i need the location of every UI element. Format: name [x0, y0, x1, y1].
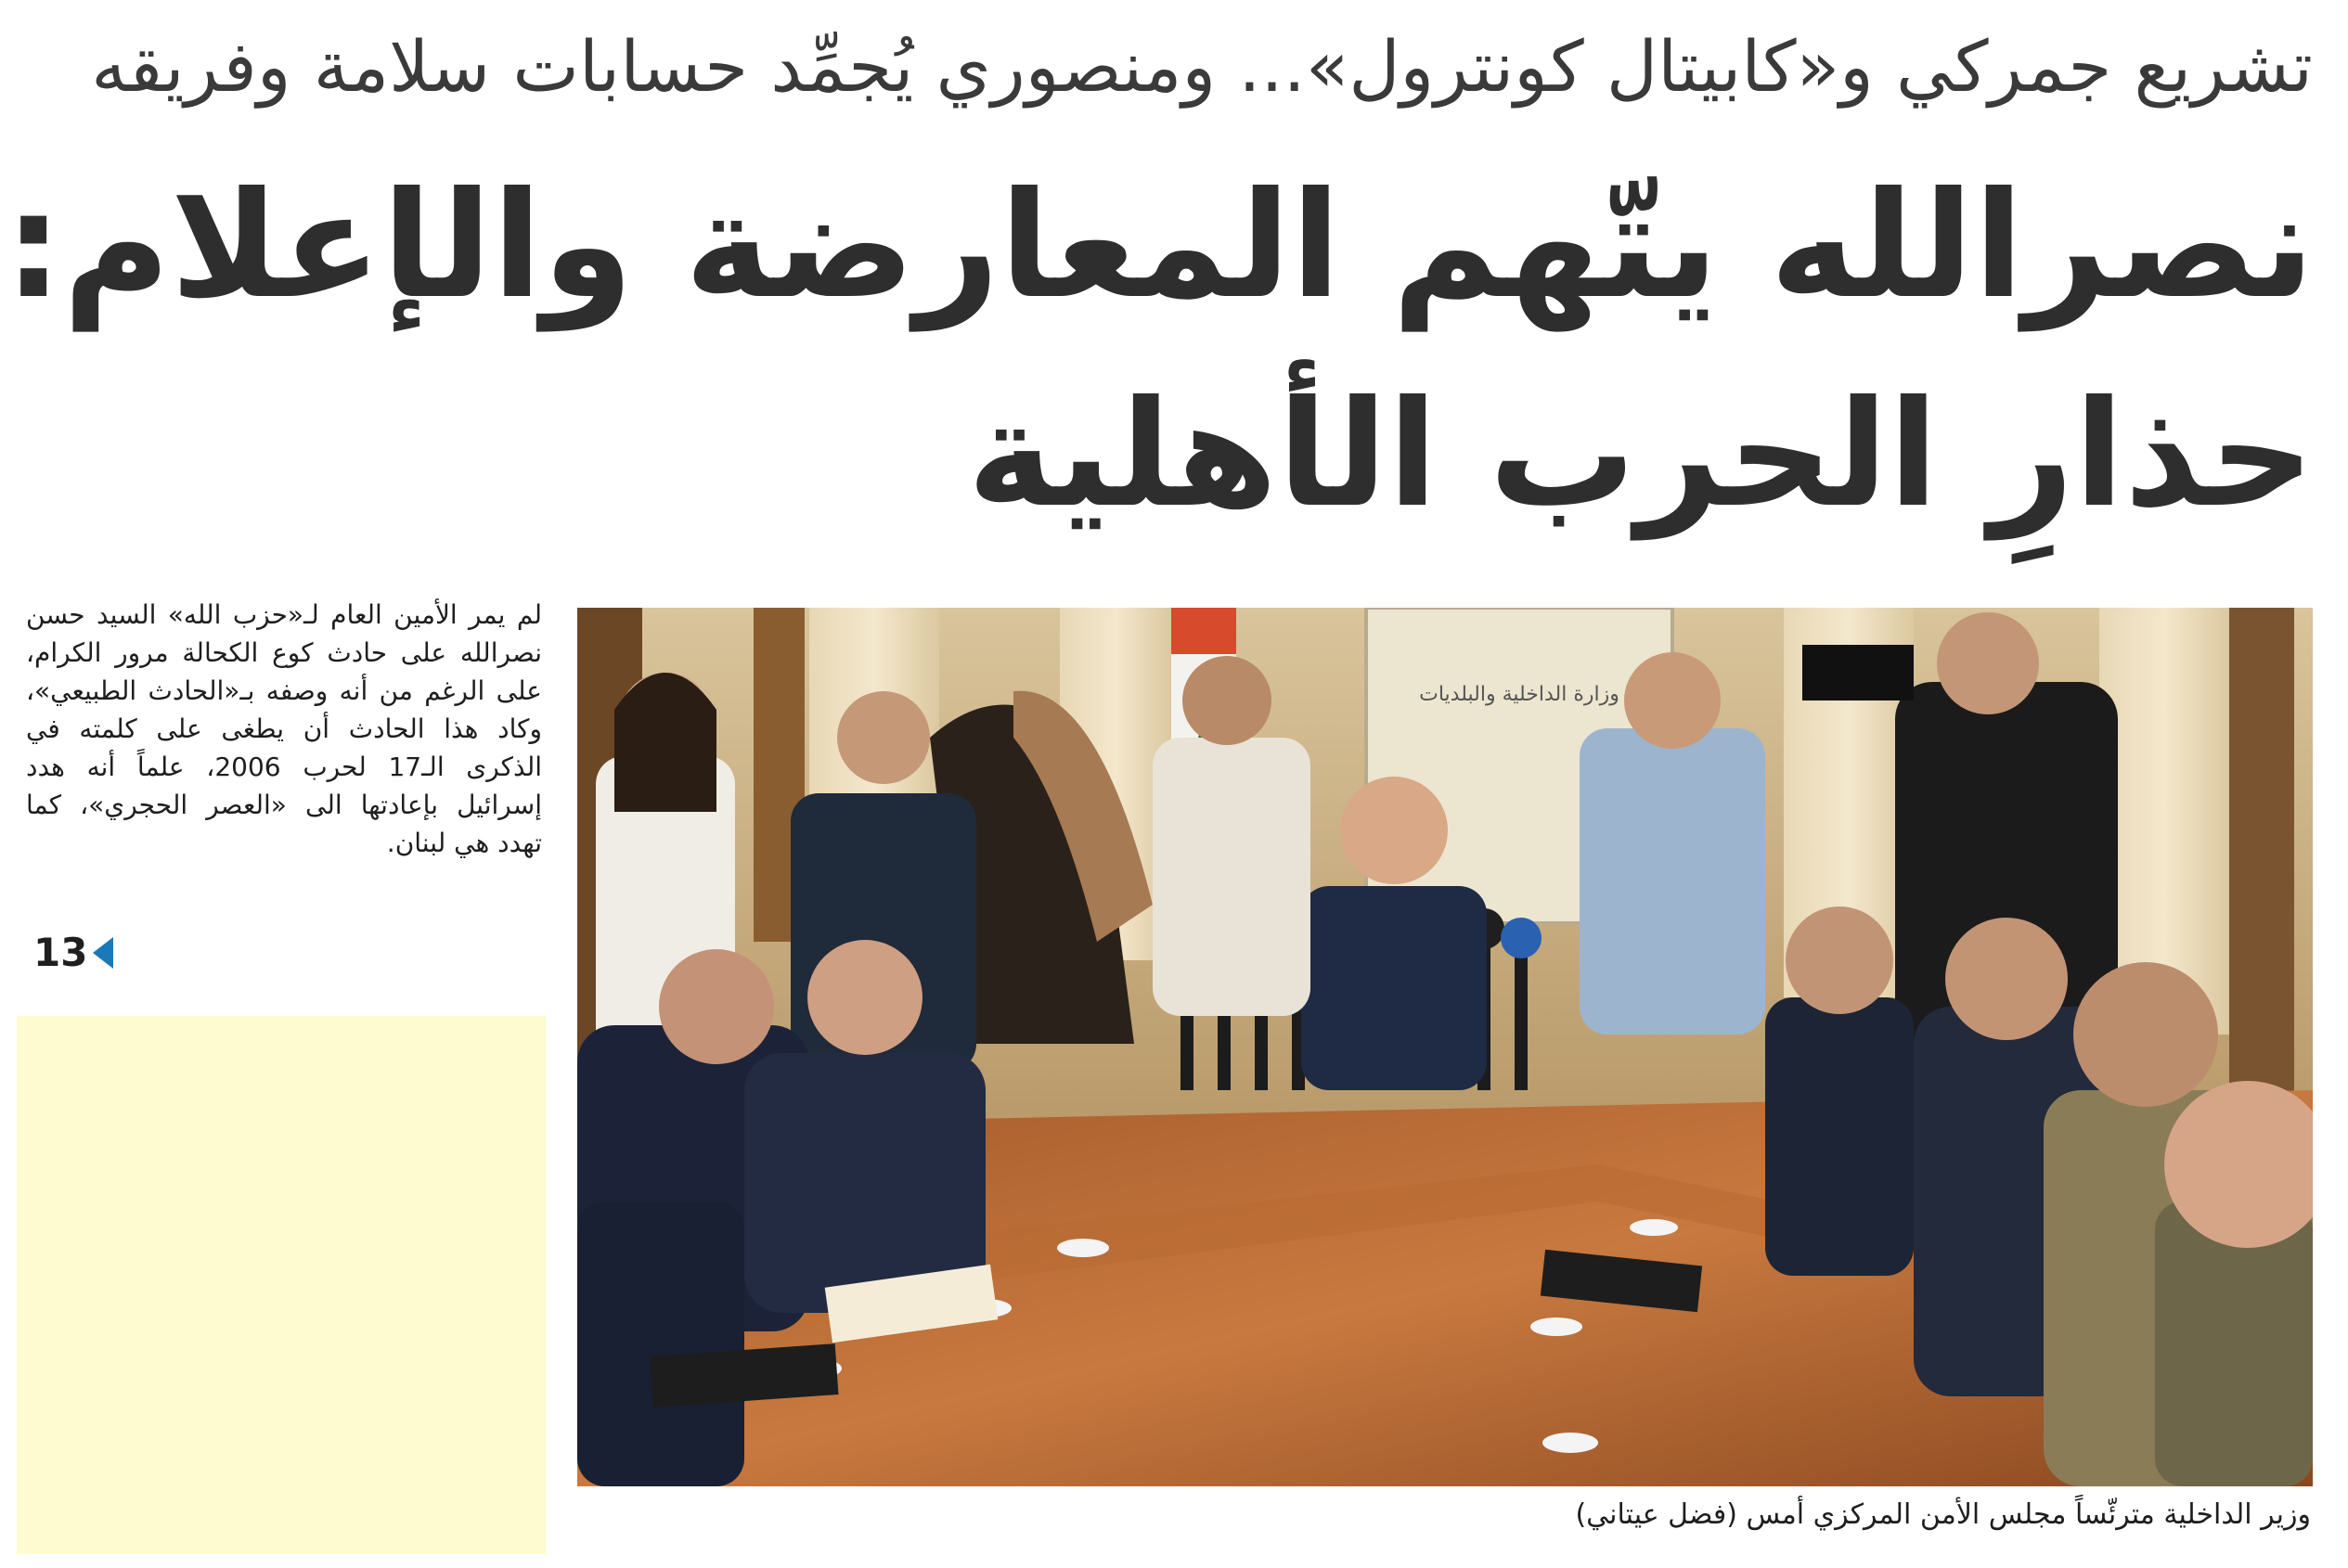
page-ref-number: 13 [33, 930, 88, 975]
meeting-photo-illustration [577, 608, 2313, 1486]
wall-sign-text: وزارة الداخلية والبلديات [1419, 683, 1619, 706]
kicker-headline: تشريع جمركي و«كابيتال كونترول»... ومنصوري يُجمِّد حسابات سلامة وفريقه [91, 25, 2313, 108]
main-headline-line-2: حذارِ الحرب الأهلية [967, 369, 2315, 540]
main-headline-line-1: نصرالله يتّهم المعارضة والإعلام: [4, 161, 2315, 331]
photo-caption: وزير الداخلية مترئّساً مجلس الأمن المركزي أمس (فضل عيتاني) [1575, 1498, 2311, 1531]
lead-text: لم يمر الأمين العام لـ«حزب الله» السيد حسن نصرالله على حادث كوع الكحالة مرور الكرام، على الرغم من أنه وصفه بـ«الحادث الطبيعي»، وكاد هذا الحادث أن يطغى على كلمته في الذكرى الـ17 لحرب 2006، علماً أنه هدد إسرائيل بإعادتها الى «العصر الحجري»، كما تهدد هي لبنان. [26, 599, 542, 858]
news-photo [577, 608, 2313, 1486]
arrow-left-icon [93, 937, 113, 969]
continued-page-reference[interactable] [33, 930, 113, 976]
advertisement-placeholder [17, 1016, 546, 1554]
